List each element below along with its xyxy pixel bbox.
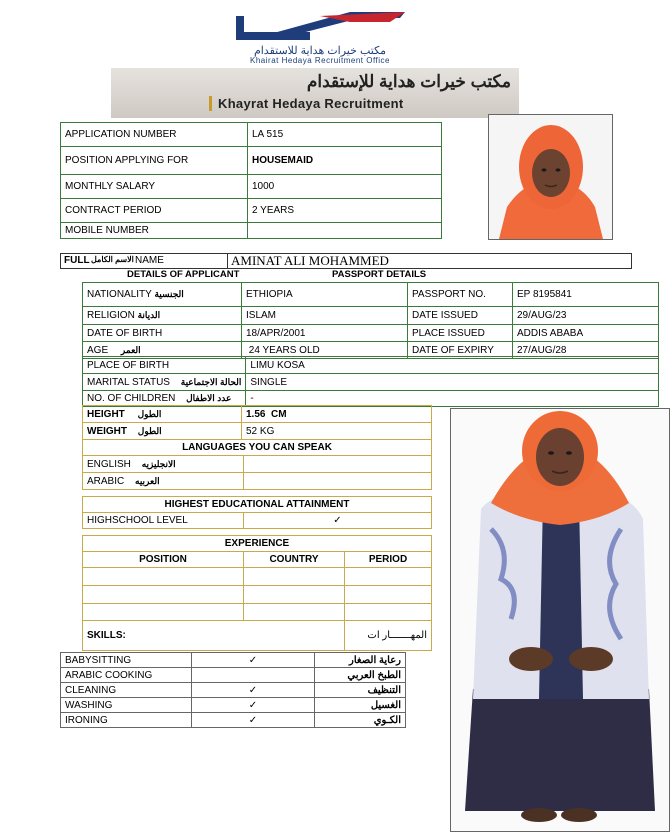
fullname-label-full: FULL — [64, 255, 90, 266]
experience-cell — [345, 604, 432, 621]
skill-label: BABYSITTING — [61, 653, 192, 668]
weight-label: WEIGHT — [87, 425, 127, 437]
arabic-level — [244, 473, 432, 490]
education-title: HIGHEST EDUCATIONAL ATTAINMENT — [83, 497, 432, 513]
fullname-value: AMINAT ALI MOHAMMED — [231, 253, 389, 268]
skill-arabic: التنظيف — [315, 683, 406, 698]
experience-cell — [83, 568, 244, 586]
applicant-full-body-photo — [450, 408, 670, 832]
company-banner — [111, 68, 519, 118]
place-of-birth-label: PLACE OF BIRTH — [83, 357, 246, 374]
children-label: NO. OF CHILDREN — [87, 393, 176, 404]
date-issued-value: 29/AUG/23 — [513, 307, 659, 325]
fullname-label-cell — [61, 254, 228, 268]
application-number-label: APPLICATION NUMBER — [61, 123, 248, 147]
marital-status-arabic: الحالة الاجتماعية — [180, 376, 242, 387]
experience-cell — [345, 586, 432, 604]
skill-arabic: الكـوي — [315, 713, 406, 728]
logo-english-text: Khairat Hedaya Recruitment Office — [250, 56, 390, 65]
english-level — [244, 456, 432, 473]
skill-label: ARABIC COOKING — [61, 668, 192, 683]
experience-cell — [244, 604, 345, 621]
skill-arabic: رعاية الصغار — [315, 653, 406, 668]
skill-label: IRONING — [61, 713, 192, 728]
spacer-row-2 — [83, 529, 432, 536]
applicant-portrait-photo — [488, 114, 613, 240]
marital-status-label: MARITAL STATUS — [87, 376, 170, 388]
skill-check-icon — [192, 668, 315, 683]
details-table — [82, 282, 659, 359]
age-label: AGE — [87, 344, 109, 356]
spacer-row — [83, 490, 432, 497]
salary-value: 1000 — [248, 175, 442, 199]
experience-cell — [83, 604, 244, 621]
application-table — [60, 122, 442, 239]
marital-status-value: SINGLE — [246, 374, 659, 391]
religion-arabic: الديانة — [137, 310, 161, 320]
fullname-label-name: NAME — [135, 255, 164, 266]
details-of-applicant-title: DETAILS OF APPLICANT — [127, 269, 240, 280]
languages-title: LANGUAGES YOU CAN SPEAK — [83, 440, 432, 456]
height-label: HEIGHT — [87, 408, 125, 420]
position-label: POSITION APPLYING FOR — [61, 147, 248, 175]
skill-check-icon: ✓ — [192, 713, 315, 728]
experience-cell — [244, 586, 345, 604]
arabic-arabic: العربيه — [135, 475, 160, 486]
religion-label: RELIGION — [87, 310, 135, 321]
skill-check-icon: ✓ — [192, 683, 315, 698]
logo-mark-icon — [200, 4, 440, 48]
fullname-row — [60, 253, 632, 269]
experience-title: EXPERIENCE — [83, 536, 432, 552]
banner-english-text: Khayrat Hedaya Recruitment — [209, 96, 518, 111]
banner-arabic-text: مكتب خيرات هداية للإستقدام — [306, 72, 511, 91]
position-value: HOUSEMAID — [248, 147, 442, 175]
skills-label: SKILLS: — [83, 621, 345, 651]
religion-value: ISLAM — [242, 307, 408, 325]
contract-value: 2 YEARS — [248, 199, 442, 223]
mobile-value — [248, 223, 442, 239]
skill-label: WASHING — [61, 698, 192, 713]
date-issued-label: DATE ISSUED — [408, 307, 513, 325]
date-expiry-label: DATE OF EXPIRY — [408, 342, 513, 359]
place-issued-label: PLACE ISSUED — [408, 325, 513, 342]
place-of-birth-value: LIMU KOSA — [246, 357, 659, 374]
skill-label: CLEANING — [61, 683, 192, 698]
place-issued-value: ADDIS ABABA — [513, 325, 659, 342]
weight-arabic: الطول — [137, 425, 162, 436]
experience-cell — [345, 568, 432, 586]
contract-label: CONTRACT PERIOD — [61, 199, 248, 223]
skill-check-icon: ✓ — [192, 653, 315, 668]
application-number-value: LA 515 — [248, 123, 442, 147]
children-value: - — [246, 391, 659, 407]
height-value: 1.56 CM — [242, 406, 432, 423]
age-value: 24 YEARS OLD — [242, 342, 408, 359]
salary-label: MONTHLY SALARY — [61, 175, 248, 199]
arabic-label: ARABIC — [87, 475, 125, 487]
passport-details-title: PASSPORT DETAILS — [332, 269, 427, 280]
weight-value: 52 KG — [242, 423, 432, 440]
education-check-icon: ✓ — [244, 513, 432, 529]
mobile-label: MOBILE NUMBER — [61, 223, 248, 239]
skill-check-icon: ✓ — [192, 698, 315, 713]
experience-header-country: COUNTRY — [244, 552, 345, 568]
passport-number-value: EP 8195841 — [513, 283, 659, 307]
details-table-2 — [82, 356, 659, 407]
english-arabic: الانجليزيه — [141, 458, 176, 469]
logo-arabic-text: مكتب خيرات هداية للاستقدام — [253, 45, 387, 57]
skills-table — [60, 652, 406, 728]
height-arabic: الطول — [137, 408, 162, 419]
dob-value: 18/APR/2001 — [242, 325, 408, 342]
experience-header-period: PERIOD — [345, 552, 432, 568]
skills-arabic: المهـــــــار ات — [345, 621, 432, 651]
experience-cell — [244, 568, 345, 586]
nationality-arabic: الجنسية — [154, 289, 184, 299]
experience-header-position: POSITION — [83, 552, 244, 568]
passport-number-label: PASSPORT NO. — [408, 283, 513, 307]
children-arabic: عدد الاطفال — [186, 393, 232, 403]
body-measurements-table — [82, 405, 432, 440]
nationality-label: NATIONALITY — [87, 289, 152, 300]
english-label: ENGLISH — [87, 458, 131, 470]
age-arabic: العمر — [120, 344, 141, 355]
skill-arabic: الغسيل — [315, 698, 406, 713]
languages-education-table — [82, 439, 432, 651]
dob-label: DATE OF BIRTH — [83, 325, 242, 342]
date-expiry-value: 27/AUG/28 — [513, 342, 659, 359]
education-level-label: HIGHSCHOOL LEVEL — [83, 513, 244, 529]
skill-arabic: الطبخ العربي — [315, 668, 406, 683]
full-body-photo-icon — [451, 409, 669, 831]
experience-cell — [83, 586, 244, 604]
company-logo — [200, 4, 440, 68]
nationality-value: ETHIOPIA — [242, 283, 408, 307]
portrait-photo-icon — [489, 115, 612, 239]
fullname-label-arabic: الاسم الكامل — [91, 255, 134, 264]
